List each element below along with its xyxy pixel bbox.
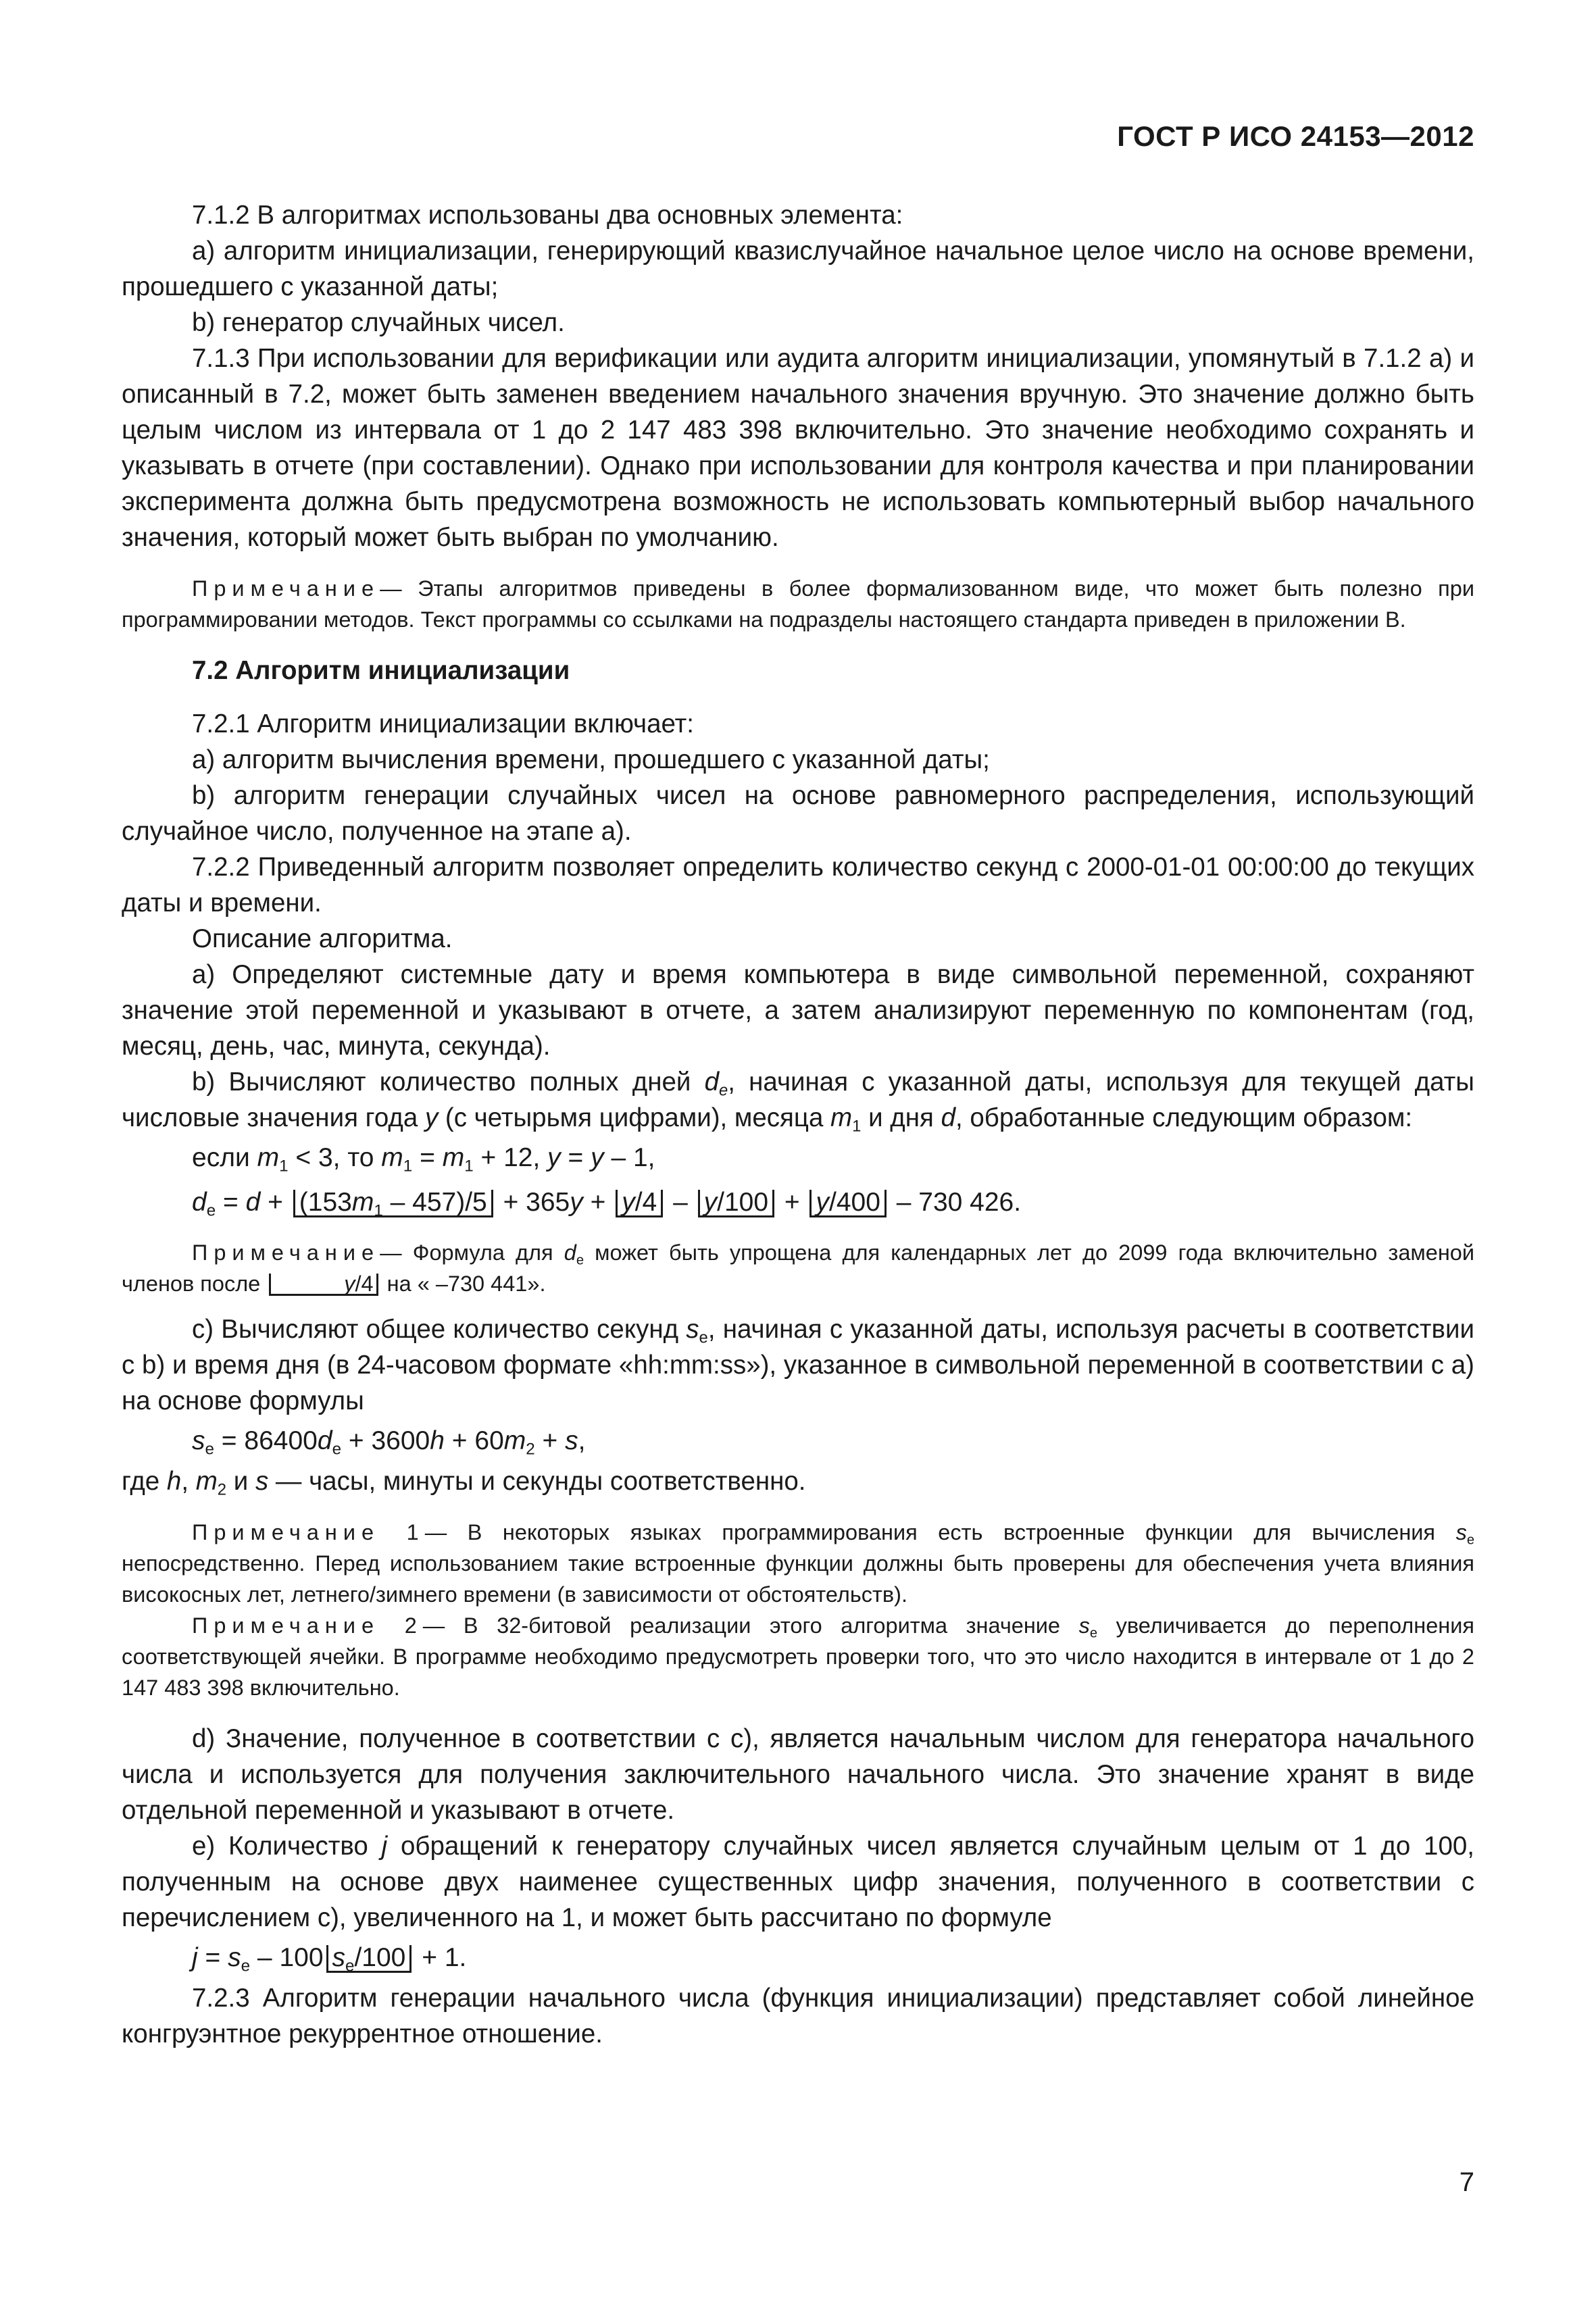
paragraph-7-1-2-b: b) генератор случайных чисел. [192, 308, 565, 337]
paragraph-7-1-3: 7.1.3 При использовании для верификации или аудита алгоритм инициализации, упомянутый в 7.1.2 а) и описанный в 7.2, может быть заменен введением начального значения вручную. Это значение должно быть целым числом из интервала от 1 до 2 147 483 398 включительно. Это значение необходимо сохранять и указывать в отчете (при составлении). Однако при использовании для контроля качества и при планировании эксперимента должна быть предусмотрена возможность не использовать компьютерный выбор начального значения, который может быть выбран по умолчанию. [122, 344, 1474, 552]
step-e: е) Количество j обращений к генератору случайных чисел является случайным целым от 1 до 100, полученным на основе двух наименее существенных цифр значения, полученного в соответствии с перечислением с), увеличенного на 1, и может быть рассчитано по формуле [122, 1832, 1474, 1932]
step-d: d) Значение, полученное в соответствии с с), является начальным числом для генератора начального числа и используется для получения заключительного начального числа. Это значение хранят в виде отдельной переменной и указывают в отчете. [122, 1724, 1474, 1825]
note-label: Примечание [192, 576, 380, 601]
document-code-header: ГОСТ Р ИСО 24153—2012 [1117, 120, 1474, 152]
note-1-builtin-functions: Примечание 1— В некоторых языках программирования есть встроенные функции для вычисления $s_e$ непосредственно. Перед использованием такие встроенные функции должны быть проверены для обеспечения учета влияния високосных лет, летнего/зимнего времени (в зависимости от обстоятельств). [122, 1520, 1475, 1607]
formula-call-count: $j = s_e - 100$ $s_e/100 + 1$. [192, 1943, 467, 1976]
note-algorithm-stages: Примечание— Этапы алгоритмов приведены в более формализованном виде, что может быть полезно при программировании методов. Текст программы со ссылками на подразделы настоящего стандарта приведен в приложении В. [122, 576, 1474, 632]
paragraph-7-2-3: 7.2.3 Алгоритм генерации начального числа (функция инициализации) представляет собой линейное конгруэнтное рекуррентное отношение. [122, 1984, 1474, 2048]
paragraph-7-1-2-lead: 7.1.2 В алгоритмах использованы два основных элемента: [192, 201, 903, 230]
step-b: b) Вычисляют количество полных дней $d_e$, начиная с указанной даты, используя для текущей даты числовые значения года y (с четырьмя цифрами), месяца $m_1$ и дня d, обработанные следующим образом: [122, 1067, 1474, 1136]
paragraph-7-1-2-a: а) алгоритм инициализации, генерирующий квазислучайное начальное целое число на основе времени, прошедшего с указанной даты; [122, 236, 1474, 301]
paragraph-7-2-1-b: b) алгоритм генерации случайных чисел на основе равномерного распределения, использующий случайное число, полученное на этапе а). [122, 781, 1474, 846]
algorithm-description-label: Описание алгоритма. [192, 924, 453, 953]
note-2-overflow: Примечание 2— В 32-битовой реализации этого алгоритма значение $s_e$ увеличивается до переполнения соответствующей ячейки. В программе необходимо предусмотреть проверки того, что это число находится в интервале от 1 до 2 147 483 398 включительно. [122, 1613, 1474, 1700]
floor-bracket: y/100 [698, 1190, 774, 1217]
step-c: с) Вычисляют общее количество секунд $s_e$, начиная с указанной даты, используя расчеты в соответствии с b) и время дня (в 24-часовом формате «hh:mm:ss»), указанное в символьной переменной в соответствии с а) на основе формулы [122, 1315, 1474, 1415]
paragraph-7-2-2: 7.2.2 Приведенный алгоритм позволяет определить количество секунд с 2000-01-01 00:00:00 до текущих даты и времени. [122, 853, 1474, 917]
floor-bracket: $(153m_1 - 457)/5$ [293, 1190, 493, 1217]
step-a: а) Определяют системные дату и время компьютера в виде символьной переменной, сохраняют значение этой переменной и указывают в отчете, а затем анализируют переменную по компонентам (год, месяц, день, час, минута, секунда). [122, 960, 1474, 1061]
floor-bracket: y/4 [269, 1274, 378, 1296]
formula-month-adjustment: если $m_1 < 3$, то $m_1 = m_1 + 12$, y = y – 1, [192, 1143, 655, 1176]
note-formula-simplification: Примечание— Формула для $d_e$ может быть упрощена для календарных лет до 2099 года включительно заменой членов после y/4 на « –730 441». [122, 1240, 1475, 1296]
formula-day-count: $d_e = d + (153m_1 - 457)/5 + 365y + y/4 - y/100 + y/400 - 730$ 426. [192, 1188, 1022, 1220]
paragraph-7-2-1-a: а) алгоритм вычисления времени, прошедшего с указанной даты; [192, 745, 990, 774]
page-number: 7 [1459, 2167, 1474, 2197]
formula-seconds: $s_e = 86400d_e + 3600h + 60m_2 + s$, [192, 1426, 586, 1459]
floor-bracket: y/400 [809, 1190, 886, 1217]
paragraph-7-2-1-lead: 7.2.1 Алгоритм инициализации включает: [192, 709, 694, 738]
page-body [122, 197, 1474, 2052]
section-heading-7-2: 7.2 Алгоритм инициализации [192, 656, 570, 685]
where-clause: где h, $m_2$ и s — часы, минуты и секунды соответственно. [122, 1467, 806, 1499]
floor-bracket: $s_e/100$ [326, 1945, 412, 1973]
floor-bracket: y/4 [616, 1190, 663, 1217]
